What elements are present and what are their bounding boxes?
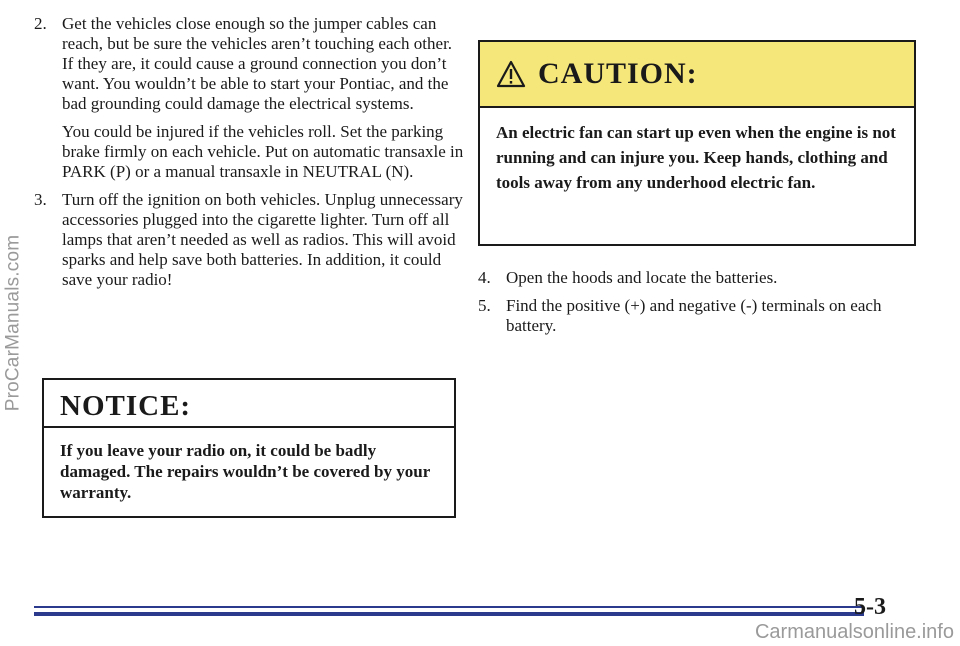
step-5-number: 5. [478,296,491,315]
notice-title: NOTICE: [44,380,454,428]
step-4-text: Open the hoods and locate the batteries. [506,268,778,287]
step-3 [34,190,464,290]
notice-body: If you leave your radio on, it could be badly damaged. The repairs wouldn’t be covered by your warranty. [60,441,430,502]
step-2-warning-paragraph: You could be injured if the vehicles roll. Set the parking brake firmly on each vehicle. Put on automatic transaxle in PARK (P) or a manual transaxle in NEUTRAL (N). [62,122,464,181]
step-4-number: 4. [478,268,491,287]
footer-rule-thin [34,606,864,608]
step-3-text: Turn off the ignition on both vehicles. Unplug unnecessary accessories plugged into the cigarette lighter. Turn off all lamps that aren’t needed as well as radios. This will avoid sparks and help save both batteries. In addition, it could save your radio! [62,190,463,289]
left-column [34,14,464,298]
page-number: 5-3 [854,594,886,620]
step-5-text: Find the positive (+) and negative (-) terminals on each battery. [506,296,882,335]
side-watermark-text: ProCarManuals.com [2,234,24,412]
footer-rule [34,606,864,620]
caution-body: An electric fan can start up even when the engine is not running and can injure you. Keep hands, clothing and tools away from any underhood electric fan. [496,123,896,192]
notice-box [42,378,456,518]
caution-title: CAUTION: [538,57,698,90]
step-2-number: 2. [34,14,47,33]
step-2 [34,14,464,114]
caution-box [478,40,916,246]
step-4 [478,268,918,288]
step-3-number: 3. [34,190,47,209]
bottom-watermark: Carmanualsonline.info [754,621,954,643]
step-2-text: Get the vehicles close enough so the jumper cables can reach, but be sure the vehicles aren’t touching each other. If they are, it could cause a ground connection you don’t want. You wouldn’t be able to start your Pontiac, and the bad grounding could damage the electrical systems. [62,14,453,113]
step-5 [478,296,918,336]
footer-rule-thick [34,612,864,616]
caution-header [480,42,914,108]
warning-triangle-icon [496,60,526,88]
right-column [478,40,918,344]
side-watermark [2,0,24,646]
